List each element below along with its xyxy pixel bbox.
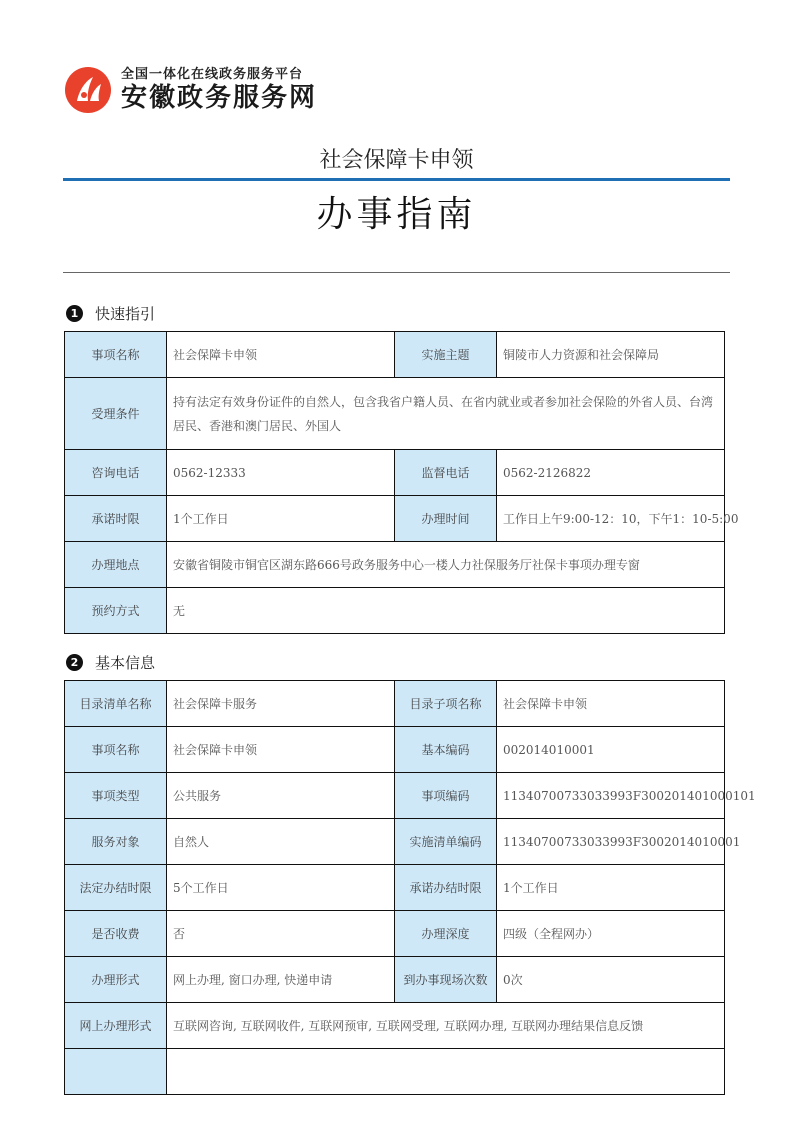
value-cell: 5个工作日: [167, 865, 395, 911]
label-cell: 承诺时限: [65, 496, 167, 542]
logo-subtitle: 全国一体化在线政务服务平台: [121, 67, 304, 82]
table-row: [65, 1049, 725, 1095]
label-cell: 实施清单编码: [395, 819, 497, 865]
table-row: [65, 911, 725, 957]
value-cell: 社会保障卡服务: [167, 681, 395, 727]
table-row: [65, 378, 725, 450]
value-cell: 四级（全程网办）: [497, 911, 725, 957]
value-cell: 1个工作日: [167, 496, 395, 542]
value-cell: 持有法定有效身份证件的自然人，包含我省户籍人员、在省内就业或者参加社会保险的外省人员、台湾居民、香港和澳门居民、外国人: [167, 378, 725, 450]
value-cell: 0次: [497, 957, 725, 1003]
label-cell: 咨询电话: [65, 450, 167, 496]
value-cell: 社会保障卡申领: [167, 332, 395, 378]
value-cell: 002014010001: [497, 727, 725, 773]
section-divider: [63, 272, 730, 273]
value-cell: [167, 1049, 725, 1095]
value-cell: 安徽省铜陵市铜官区湖东路666号政务服务中心一楼人力社保服务厅社保卡事项办理专窗: [167, 542, 725, 588]
label-cell: 法定办结时限: [65, 865, 167, 911]
label-cell: 办理形式: [65, 957, 167, 1003]
label-cell: 事项类型: [65, 773, 167, 819]
table-row: [65, 496, 725, 542]
value-cell: 0562-12333: [167, 450, 395, 496]
value-cell: 公共服务: [167, 773, 395, 819]
label-cell: 办理时间: [395, 496, 497, 542]
value-cell: 互联网咨询, 互联网收件, 互联网预审, 互联网受理, 互联网办理, 互联网办理结果信息反馈: [167, 1003, 725, 1049]
section-basic-info-heading: [66, 652, 155, 673]
table-row: [65, 819, 725, 865]
value-cell: 社会保障卡申领: [497, 681, 725, 727]
site-logo[interactable]: [63, 62, 317, 118]
label-cell: 办理地点: [65, 542, 167, 588]
table-row: [65, 332, 725, 378]
table-row: [65, 727, 725, 773]
label-cell: 预约方式: [65, 588, 167, 634]
label-cell: 网上办理形式: [65, 1003, 167, 1049]
label-cell: 事项名称: [65, 332, 167, 378]
value-cell: 1个工作日: [497, 865, 725, 911]
value-cell: 11340700733033993F300201401000101: [497, 773, 725, 819]
logo-emblem-icon: [63, 65, 113, 115]
table-row: [65, 542, 725, 588]
label-cell: 实施主题: [395, 332, 497, 378]
table-row: [65, 588, 725, 634]
section-title: 快速指引: [95, 305, 156, 323]
label-cell: 办理深度: [395, 911, 497, 957]
section-quick-guide-heading: [66, 303, 155, 324]
logo-title: 安徽政务服务网: [121, 83, 318, 113]
basic-info-table: [64, 680, 756, 1095]
page-title: 办事指南: [316, 194, 477, 235]
table-row: [65, 957, 725, 1003]
quick-guide-table: [64, 331, 739, 634]
table-row: [65, 865, 725, 911]
label-cell: 到办事现场次数: [395, 957, 497, 1003]
label-cell: 是否收费: [65, 911, 167, 957]
value-cell: 网上办理, 窗口办理, 快递申请: [167, 957, 395, 1003]
label-cell: 服务对象: [65, 819, 167, 865]
section-number-1: 1: [66, 305, 83, 322]
label-cell: 承诺办结时限: [395, 865, 497, 911]
value-cell: 否: [167, 911, 395, 957]
table-row: [65, 450, 725, 496]
table-row: [65, 1003, 725, 1049]
label-cell: 事项编码: [395, 773, 497, 819]
label-cell: 事项名称: [65, 727, 167, 773]
section-number-2: 2: [66, 654, 83, 671]
label-cell: 基本编码: [395, 727, 497, 773]
table-row: [65, 681, 725, 727]
document-subtitle: 社会保障卡申领: [319, 148, 474, 173]
label-cell: 监督电话: [395, 450, 497, 496]
value-cell: 0562-2126822: [497, 450, 725, 496]
label-cell: 目录清单名称: [65, 681, 167, 727]
value-cell: 无: [167, 588, 725, 634]
value-cell: 社会保障卡申领: [167, 727, 395, 773]
value-cell: 11340700733033993F3002014010001: [497, 819, 725, 865]
label-cell: [65, 1049, 167, 1095]
label-cell: 受理条件: [65, 378, 167, 450]
value-cell: 铜陵市人力资源和社会保障局: [497, 332, 725, 378]
value-cell: 自然人: [167, 819, 395, 865]
section-title: 基本信息: [95, 654, 156, 672]
value-cell: 工作日上午9:00-12：10，下午1：10-5:00: [497, 496, 725, 542]
title-divider: [63, 178, 730, 181]
table-row: [65, 773, 725, 819]
label-cell: 目录子项名称: [395, 681, 497, 727]
